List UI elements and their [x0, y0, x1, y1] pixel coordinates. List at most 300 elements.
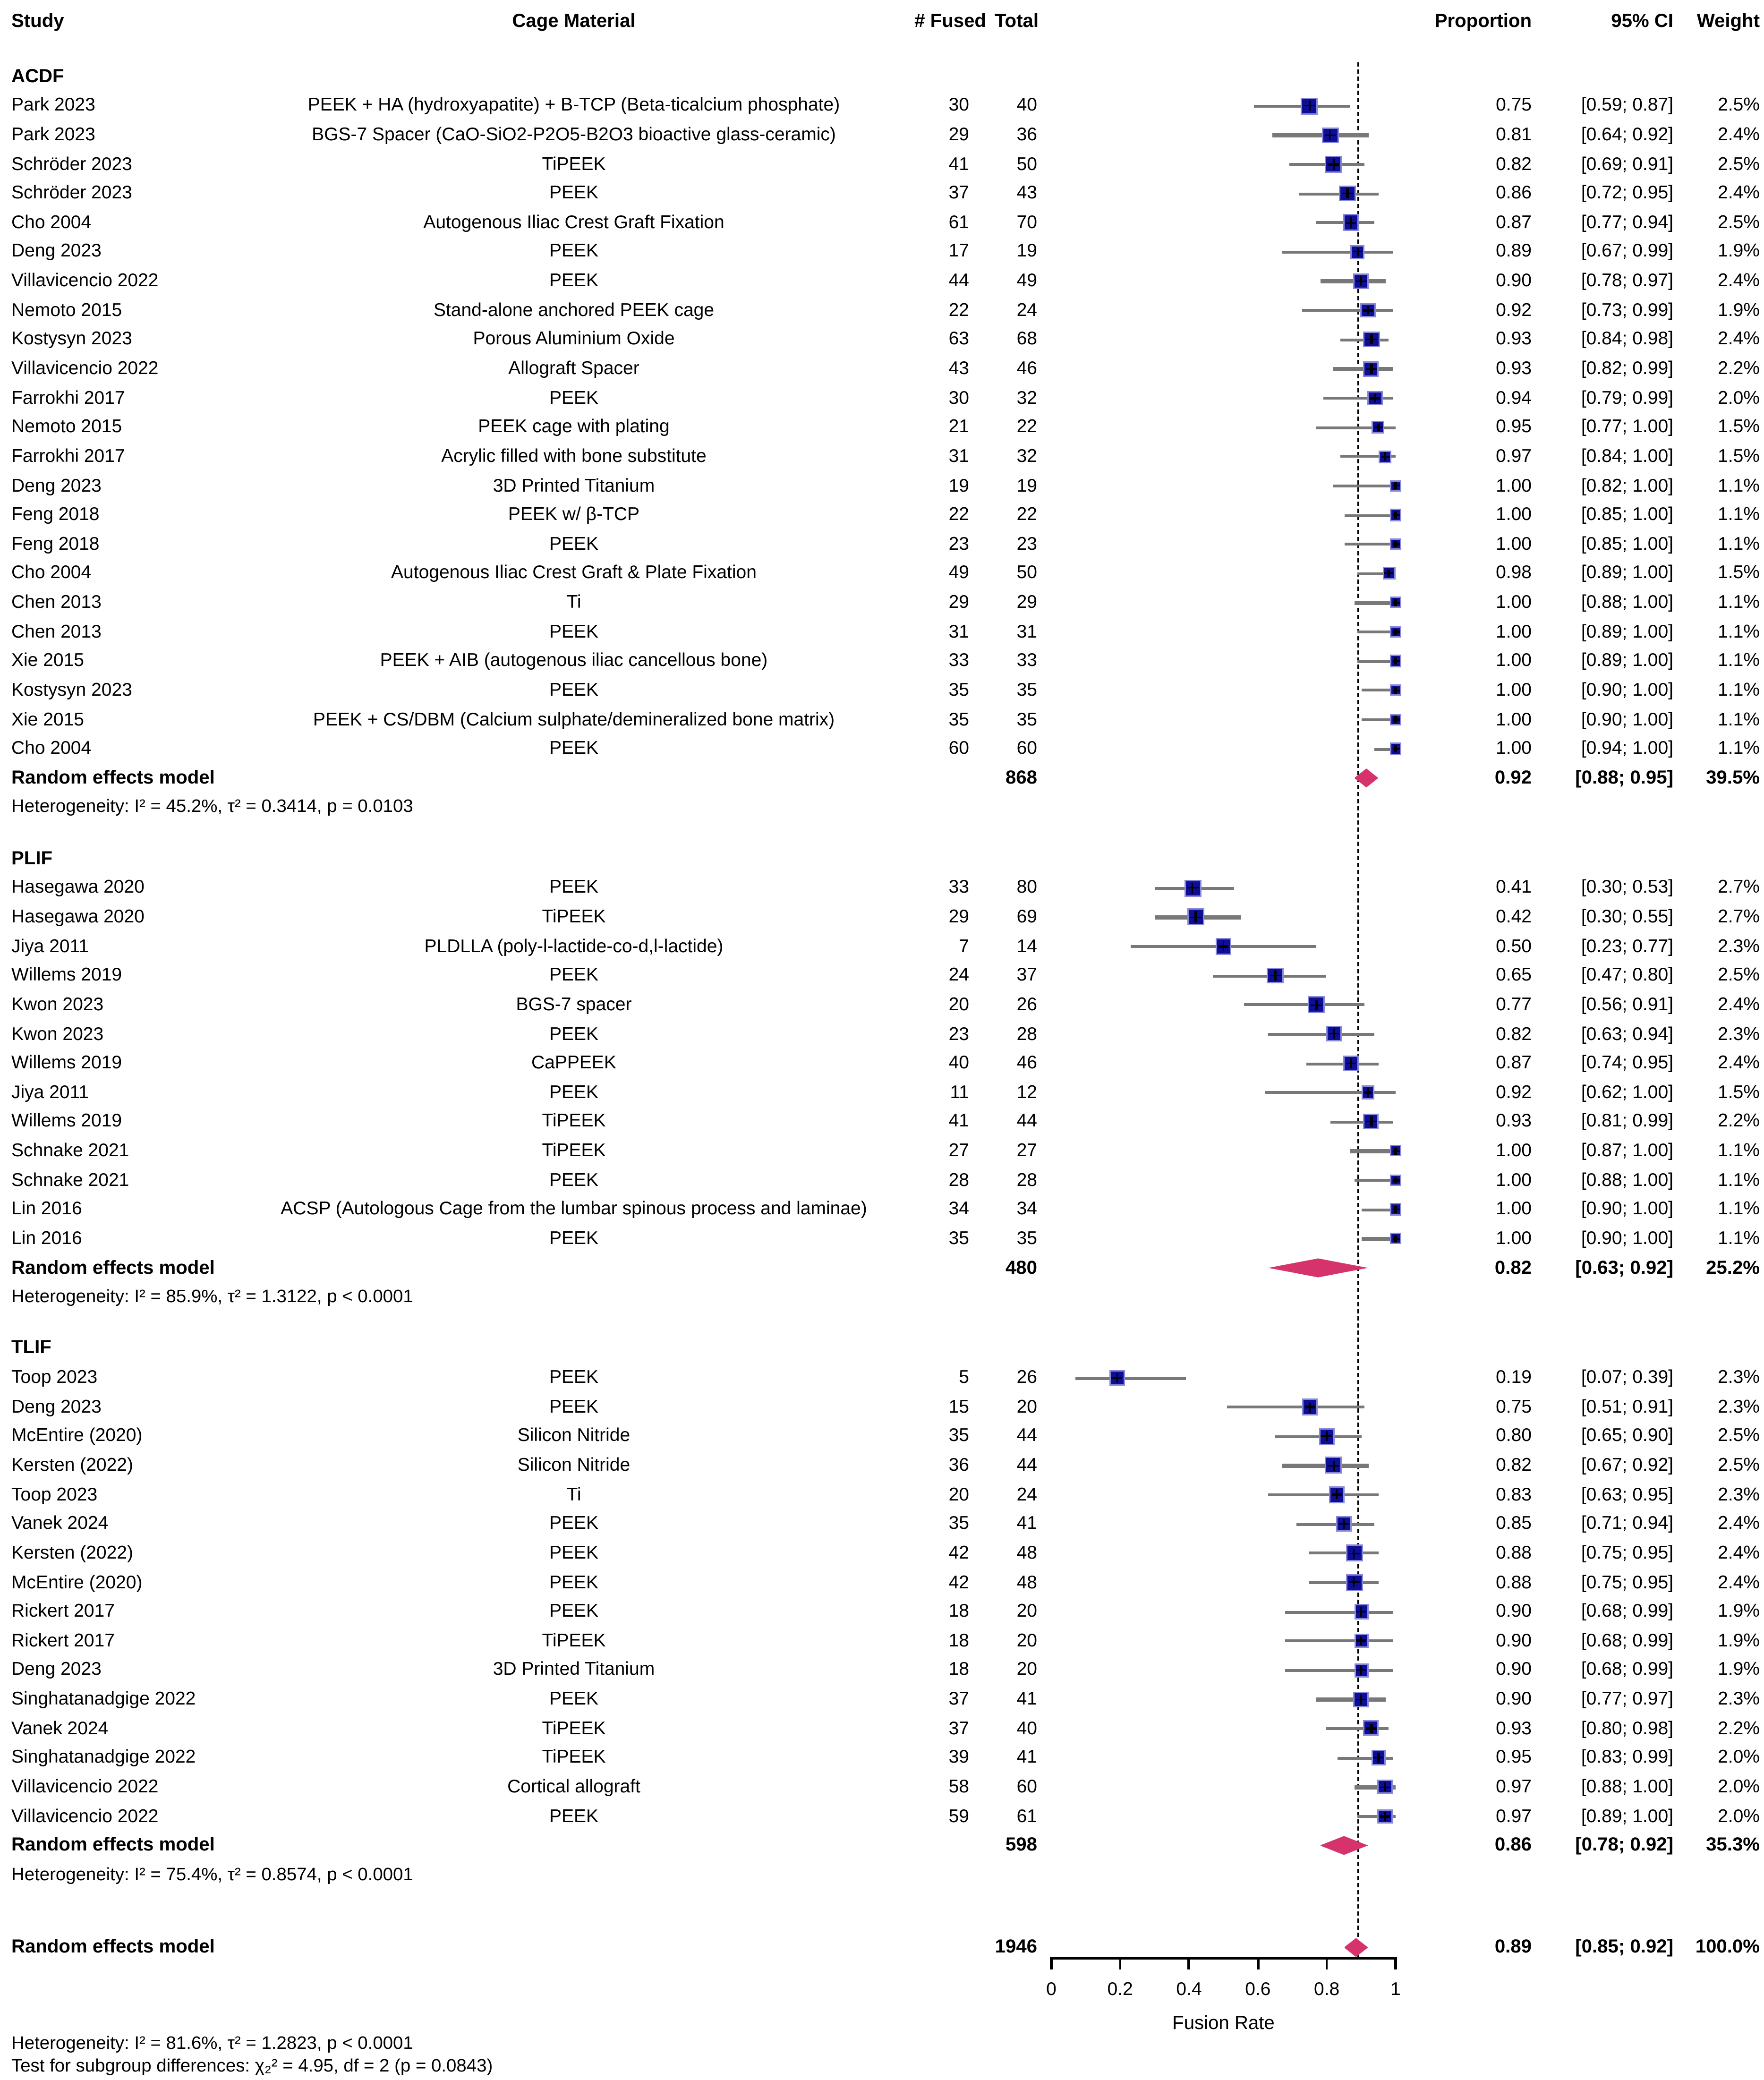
ci-line: [1316, 1698, 1385, 1701]
proportion-value: 0.89: [1496, 240, 1532, 262]
material-label: PEEK + AIB (autogenous iliac cancellous bone): [380, 649, 768, 671]
weight-value: 1.1%: [1718, 591, 1760, 613]
total-value: 20: [1016, 1629, 1037, 1651]
ci-line: [1334, 485, 1396, 488]
total-value: 43: [1016, 181, 1037, 203]
material-label: PEEK: [549, 876, 599, 898]
fused-value: 63: [948, 328, 969, 350]
study-label: Willems 2019: [11, 1051, 122, 1073]
study-label: Cho 2004: [11, 562, 92, 583]
weight-value: 2.4%: [1718, 123, 1760, 145]
ci-value: [0.51; 0.91]: [1581, 1395, 1673, 1417]
ci-value: [0.83; 0.99]: [1581, 1746, 1673, 1767]
weight-value: 2.2%: [1718, 357, 1760, 378]
study-label: Farrokhi 2017: [11, 444, 125, 466]
ci-line: [1282, 251, 1392, 254]
ci-line: [1268, 1033, 1375, 1036]
study-label: Vanek 2024: [11, 1512, 109, 1534]
weight-value: 1.9%: [1718, 1600, 1760, 1621]
section-title: PLIF: [11, 847, 53, 869]
effect-square: [1362, 1086, 1375, 1099]
ci-value: [0.63; 0.94]: [1581, 1022, 1673, 1044]
material-label: Porous Aluminium Oxide: [473, 328, 675, 350]
proportion-value: 0.95: [1496, 415, 1532, 437]
proportion-value: 0.82: [1496, 1022, 1532, 1044]
total-value: 68: [1016, 328, 1037, 350]
weight-value: 2.2%: [1718, 1110, 1760, 1132]
total-value: 37: [1016, 963, 1037, 985]
x-axis-tick-label: 0.6: [1245, 1978, 1271, 1999]
header-cage-material: Cage Material: [512, 10, 636, 31]
ci-line: [1268, 1493, 1378, 1497]
weight-value: 2.3%: [1718, 1395, 1760, 1417]
weight-value: 1.9%: [1718, 298, 1760, 320]
material-label: Cortical allograft: [507, 1775, 640, 1797]
material-label: Ti: [566, 1483, 581, 1504]
effect-square: [1354, 1604, 1369, 1619]
study-label: Feng 2018: [11, 532, 100, 554]
effect-square: [1367, 391, 1382, 406]
study-label: Kersten (2022): [11, 1454, 133, 1475]
material-label: PLDLLA (poly-l-lactide-co-d,l-lactide): [424, 934, 724, 956]
effect-square: [1216, 938, 1232, 955]
effect-square: [1350, 245, 1365, 259]
total-value: 61: [1016, 1804, 1037, 1826]
weight-value: 2.5%: [1718, 211, 1760, 232]
effect-square: [1109, 1370, 1125, 1386]
weight-value: 1.9%: [1718, 1629, 1760, 1651]
material-label: PEEK: [549, 1395, 599, 1417]
summary-diamond: [1268, 1258, 1368, 1277]
total-value: 60: [1016, 737, 1037, 759]
ci-value: [0.77; 0.94]: [1581, 211, 1673, 232]
study-row: [0, 1480, 1764, 1509]
weight-value: 1.5%: [1718, 1081, 1760, 1102]
effect-square: [1390, 1145, 1402, 1157]
effect-square: [1371, 1750, 1386, 1765]
summary-total: 480: [1005, 1256, 1037, 1278]
fused-value: 19: [948, 474, 969, 495]
weight-value: 2.4%: [1718, 1051, 1760, 1073]
material-label: 3D Printed Titanium: [493, 474, 655, 495]
study-row: [0, 1422, 1764, 1451]
material-label: PEEK + HA (hydroxyapatite) + B-TCP (Beta-ticalcium phosphate): [307, 94, 840, 115]
material-label: PEEK cage with plating: [478, 415, 670, 437]
fused-value: 17: [948, 240, 969, 262]
fused-value: 35: [948, 1424, 969, 1446]
study-row: [0, 1685, 1764, 1714]
material-label: BGS-7 Spacer (CaO-SiO2-P2O5-B2O3 bioactive glass-ceramic): [312, 123, 836, 145]
proportion-value: 0.42: [1496, 905, 1532, 927]
effect-square: [1325, 1457, 1342, 1474]
fused-value: 37: [948, 1717, 969, 1739]
weight-value: 2.0%: [1718, 386, 1760, 408]
study-row: [0, 1049, 1764, 1078]
ci-line: [1265, 1091, 1396, 1094]
weight-value: 1.1%: [1718, 620, 1760, 641]
total-value: 40: [1016, 1717, 1037, 1739]
total-value: 49: [1016, 269, 1037, 291]
study-row: [0, 1392, 1764, 1422]
proportion-value: 0.77: [1496, 993, 1532, 1014]
heterogeneity-note: Heterogeneity: I² = 85.9%, τ² = 1.3122, p < 0.0001: [11, 1285, 413, 1307]
effect-square: [1363, 1114, 1379, 1130]
fused-value: 18: [948, 1629, 969, 1651]
heterogeneity-note: Heterogeneity: I² = 45.2%, τ² = 0.3414, p = 0.0103: [11, 795, 413, 817]
total-value: 32: [1016, 386, 1037, 408]
proportion-value: 0.90: [1496, 1688, 1532, 1709]
material-label: PEEK: [549, 1168, 599, 1190]
weight-value: 2.5%: [1718, 1454, 1760, 1475]
study-row: [0, 676, 1764, 705]
total-value: 50: [1016, 152, 1037, 174]
effect-square: [1187, 909, 1205, 926]
proportion-value: 0.87: [1496, 1051, 1532, 1073]
material-label: Ti: [566, 591, 581, 613]
fused-value: 15: [948, 1395, 969, 1417]
ci-line: [1075, 1377, 1185, 1380]
study-row: [0, 588, 1764, 617]
weight-value: 2.0%: [1718, 1746, 1760, 1767]
summary-ci: [0.88; 0.95]: [1575, 766, 1673, 788]
total-value: 20: [1016, 1395, 1037, 1417]
material-label: ACSP (Autologous Cage from the lumbar spinous process and laminae): [281, 1197, 867, 1219]
study-label: Toop 2023: [11, 1483, 98, 1504]
weight-value: 1.1%: [1718, 1139, 1760, 1161]
proportion-value: 0.41: [1496, 876, 1532, 898]
heterogeneity-row: [0, 1283, 1764, 1312]
heterogeneity-row: [0, 1860, 1764, 1889]
ci-line: [1286, 1669, 1392, 1672]
header-proportion: Proportion: [1434, 10, 1532, 31]
ci-value: [0.88; 1.00]: [1581, 1775, 1673, 1797]
fused-value: 37: [948, 181, 969, 203]
weight-value: 1.9%: [1718, 1658, 1760, 1680]
proportion-value: 0.93: [1496, 328, 1532, 350]
subgroup-summary-row: [0, 1253, 1764, 1283]
proportion-value: 0.80: [1496, 1424, 1532, 1446]
fused-value: 41: [948, 152, 969, 174]
study-row: [0, 1166, 1764, 1195]
study-label: Kersten (2022): [11, 1541, 133, 1563]
study-row: [0, 1597, 1764, 1626]
effect-square: [1390, 714, 1402, 725]
ci-value: [0.78; 0.97]: [1581, 269, 1673, 291]
total-value: 22: [1016, 503, 1037, 525]
effect-square: [1378, 1780, 1393, 1795]
weight-value: 2.7%: [1718, 905, 1760, 927]
weight-value: 1.9%: [1718, 240, 1760, 262]
material-label: PEEK: [549, 1600, 599, 1621]
effect-square: [1339, 185, 1356, 202]
weight-value: 2.3%: [1718, 1366, 1760, 1388]
fused-value: 27: [948, 1139, 969, 1161]
proportion-value: 0.81: [1496, 123, 1532, 145]
fused-value: 34: [948, 1197, 969, 1219]
proportion-value: 1.00: [1496, 1227, 1532, 1248]
ci-value: [0.94; 1.00]: [1581, 737, 1673, 759]
fused-value: 42: [948, 1570, 969, 1592]
weight-value: 2.4%: [1718, 328, 1760, 350]
effect-square: [1326, 1026, 1342, 1042]
study-row: [0, 734, 1764, 764]
material-label: Stand-alone anchored PEEK cage: [433, 298, 715, 320]
study-label: Xie 2015: [11, 649, 84, 671]
summary-ci: [0.78; 0.92]: [1575, 1833, 1673, 1855]
study-row: [0, 500, 1764, 529]
effect-square: [1343, 214, 1359, 231]
weight-value: 2.5%: [1718, 1424, 1760, 1446]
study-label: Kostysyn 2023: [11, 678, 132, 700]
weight-value: 2.4%: [1718, 1512, 1760, 1534]
total-value: 50: [1016, 562, 1037, 583]
fused-value: 43: [948, 357, 969, 378]
material-label: PEEK: [549, 1804, 599, 1826]
ci-line: [1344, 514, 1396, 517]
summary-proportion: 0.92: [1494, 766, 1532, 788]
total-value: 29: [1016, 591, 1037, 613]
ci-value: [0.56; 0.91]: [1581, 993, 1673, 1014]
ci-value: [0.90; 1.00]: [1581, 708, 1673, 729]
material-label: PEEK: [549, 269, 599, 291]
study-label: Lin 2016: [11, 1227, 82, 1248]
total-value: 12: [1016, 1081, 1037, 1102]
weight-value: 2.4%: [1718, 1570, 1760, 1592]
fused-value: 35: [948, 1227, 969, 1248]
ci-value: [0.30; 0.53]: [1581, 876, 1673, 898]
ci-value: [0.07; 0.39]: [1581, 1366, 1673, 1388]
study-row: [0, 1773, 1764, 1802]
ci-line: [1296, 1523, 1375, 1526]
effect-square: [1390, 626, 1402, 638]
material-label: TiPEEK: [542, 1717, 606, 1739]
material-label: Silicon Nitride: [517, 1454, 631, 1475]
fused-value: 5: [959, 1366, 969, 1388]
total-value: 44: [1016, 1110, 1037, 1132]
total-value: 28: [1016, 1022, 1037, 1044]
total-value: 44: [1016, 1454, 1037, 1475]
weight-value: 1.5%: [1718, 562, 1760, 583]
fused-value: 33: [948, 649, 969, 671]
study-row: [0, 1020, 1764, 1049]
subgroup-summary-row: [0, 763, 1764, 793]
proportion-value: 1.00: [1496, 1197, 1532, 1219]
weight-value: 1.1%: [1718, 1227, 1760, 1248]
material-label: PEEK: [549, 620, 599, 641]
study-label: Nemoto 2015: [11, 298, 122, 320]
study-label: Schröder 2023: [11, 152, 132, 174]
total-value: 24: [1016, 1483, 1037, 1504]
study-label: Hasegawa 2020: [11, 905, 145, 927]
material-label: PEEK: [549, 386, 599, 408]
effect-square: [1184, 879, 1202, 897]
study-row: [0, 903, 1764, 932]
effect-square: [1390, 538, 1402, 550]
ci-value: [0.89; 1.00]: [1581, 562, 1673, 583]
weight-value: 1.1%: [1718, 708, 1760, 729]
ci-value: [0.82; 0.99]: [1581, 357, 1673, 378]
ci-value: [0.68; 0.99]: [1581, 1658, 1673, 1680]
proportion-value: 0.93: [1496, 357, 1532, 378]
effect-square: [1378, 1809, 1393, 1824]
proportion-value: 0.92: [1496, 298, 1532, 320]
study-row: [0, 150, 1764, 179]
summary-weight: 25.2%: [1706, 1256, 1760, 1278]
total-value: 46: [1016, 357, 1037, 378]
weight-value: 1.1%: [1718, 503, 1760, 525]
fused-value: 30: [948, 386, 969, 408]
ci-value: [0.89; 1.00]: [1581, 620, 1673, 641]
ci-value: [0.69; 0.91]: [1581, 152, 1673, 174]
fused-value: 24: [948, 963, 969, 985]
material-label: PEEK: [549, 1227, 599, 1248]
ci-line: [1344, 543, 1396, 546]
ci-value: [0.88; 1.00]: [1581, 591, 1673, 613]
material-label: PEEK + CS/DBM (Calcium sulphate/demineralized bone matrix): [313, 708, 835, 729]
proportion-value: 0.82: [1496, 1454, 1532, 1475]
effect-square: [1353, 273, 1370, 290]
study-label: Deng 2023: [11, 1395, 102, 1417]
summary-weight: 39.5%: [1706, 766, 1760, 788]
header-weight: Weight: [1696, 10, 1760, 31]
x-axis-tick-label: 0.4: [1176, 1978, 1202, 1999]
weight-value: 2.4%: [1718, 181, 1760, 203]
ci-value: [0.73; 0.99]: [1581, 298, 1673, 320]
ci-line: [1286, 1640, 1392, 1643]
ci-value: [0.81; 0.99]: [1581, 1110, 1673, 1132]
proportion-value: 1.00: [1496, 708, 1532, 729]
effect-square: [1302, 1399, 1318, 1415]
summary-proportion: 0.86: [1494, 1833, 1532, 1855]
study-label: Willems 2019: [11, 1110, 122, 1132]
material-label: PEEK: [549, 1081, 599, 1102]
proportion-value: 1.00: [1496, 474, 1532, 495]
study-row: [0, 208, 1764, 237]
proportion-value: 0.19: [1496, 1366, 1532, 1388]
study-label: Hasegawa 2020: [11, 876, 145, 898]
weight-value: 1.1%: [1718, 1168, 1760, 1190]
ci-value: [0.89; 1.00]: [1581, 1804, 1673, 1826]
fused-value: 42: [948, 1541, 969, 1563]
effect-square: [1322, 127, 1338, 144]
effect-square: [1390, 684, 1402, 696]
fused-value: 33: [948, 876, 969, 898]
material-label: TiPEEK: [542, 1110, 606, 1132]
summary-label: Random effects model: [11, 1256, 215, 1278]
effect-square: [1301, 97, 1318, 114]
summary-label: Random effects model: [11, 1833, 215, 1855]
ci-value: [0.84; 0.98]: [1581, 328, 1673, 350]
summary-diamond: [1320, 1836, 1368, 1855]
weight-value: 2.0%: [1718, 1804, 1760, 1826]
ci-value: [0.75; 0.95]: [1581, 1570, 1673, 1592]
header-total: Total: [995, 10, 1039, 31]
material-label: 3D Printed Titanium: [493, 1658, 655, 1680]
material-label: Allograft Spacer: [508, 357, 639, 378]
study-label: Chen 2013: [11, 591, 102, 613]
proportion-value: 0.83: [1496, 1483, 1532, 1504]
study-label: Singhatanadgige 2022: [11, 1688, 196, 1709]
ci-value: [0.88; 1.00]: [1581, 1168, 1673, 1190]
material-label: Autogenous Iliac Crest Graft Fixation: [423, 211, 724, 232]
effect-square: [1382, 567, 1396, 580]
material-label: CaPPEEK: [531, 1051, 616, 1073]
study-row: [0, 91, 1764, 120]
proportion-value: 0.50: [1496, 934, 1532, 956]
ci-value: [0.62; 1.00]: [1581, 1081, 1673, 1102]
proportion-value: 0.90: [1496, 1658, 1532, 1680]
fused-value: 41: [948, 1110, 969, 1132]
study-label: Villavicencio 2022: [11, 269, 159, 291]
proportion-value: 0.75: [1496, 1395, 1532, 1417]
total-value: 46: [1016, 1051, 1037, 1073]
study-label: Cho 2004: [11, 737, 92, 759]
ci-line: [1244, 1004, 1364, 1007]
total-value: 35: [1016, 678, 1037, 700]
study-label: Park 2023: [11, 123, 95, 145]
summary-label: Random effects model: [11, 766, 215, 788]
ci-value: [0.90; 1.00]: [1581, 678, 1673, 700]
proportion-value: 0.97: [1496, 1804, 1532, 1826]
study-label: Jiya 2011: [11, 1081, 89, 1102]
study-row: [0, 1655, 1764, 1685]
section-title-row: [0, 62, 1764, 91]
weight-value: 2.7%: [1718, 876, 1760, 898]
study-label: Kwon 2023: [11, 1022, 104, 1044]
effect-square: [1319, 1428, 1335, 1444]
total-value: 26: [1016, 993, 1037, 1014]
weight-value: 2.5%: [1718, 963, 1760, 985]
study-label: Schnake 2021: [11, 1168, 129, 1190]
study-label: Farrokhi 2017: [11, 386, 125, 408]
fused-value: 39: [948, 1746, 969, 1767]
study-row: [0, 1136, 1764, 1166]
total-value: 19: [1016, 474, 1037, 495]
material-label: PEEK: [549, 181, 599, 203]
summary-ci: [0.63; 0.92]: [1575, 1256, 1673, 1278]
fused-value: 20: [948, 1483, 969, 1504]
summary-proportion: 0.82: [1494, 1256, 1532, 1278]
proportion-value: 0.75: [1496, 94, 1532, 115]
summary-diamond: [1344, 1938, 1368, 1957]
weight-value: 2.5%: [1718, 94, 1760, 115]
material-label: PEEK: [549, 1022, 599, 1044]
fused-value: 29: [948, 591, 969, 613]
study-row: [0, 1451, 1764, 1480]
summary-proportion: 0.89: [1494, 1935, 1532, 1957]
ci-line: [1310, 1552, 1379, 1555]
study-label: Feng 2018: [11, 503, 100, 525]
proportion-value: 0.90: [1496, 1600, 1532, 1621]
study-row: [0, 179, 1764, 208]
fused-value: 18: [948, 1600, 969, 1621]
total-value: 35: [1016, 1227, 1037, 1248]
total-value: 22: [1016, 415, 1037, 437]
study-row: [0, 1714, 1764, 1743]
total-value: 14: [1016, 934, 1037, 956]
fused-value: 30: [948, 94, 969, 115]
ci-value: [0.87; 1.00]: [1581, 1139, 1673, 1161]
study-label: Jiya 2011: [11, 934, 89, 956]
ci-value: [0.85; 1.00]: [1581, 532, 1673, 554]
ci-value: [0.67; 0.92]: [1581, 1454, 1673, 1475]
ci-line: [1327, 1727, 1389, 1730]
study-row: [0, 1078, 1764, 1107]
weight-value: 2.5%: [1718, 152, 1760, 174]
proportion-value: 0.65: [1496, 963, 1532, 985]
effect-square: [1379, 450, 1392, 463]
weight-value: 1.1%: [1718, 1197, 1760, 1219]
